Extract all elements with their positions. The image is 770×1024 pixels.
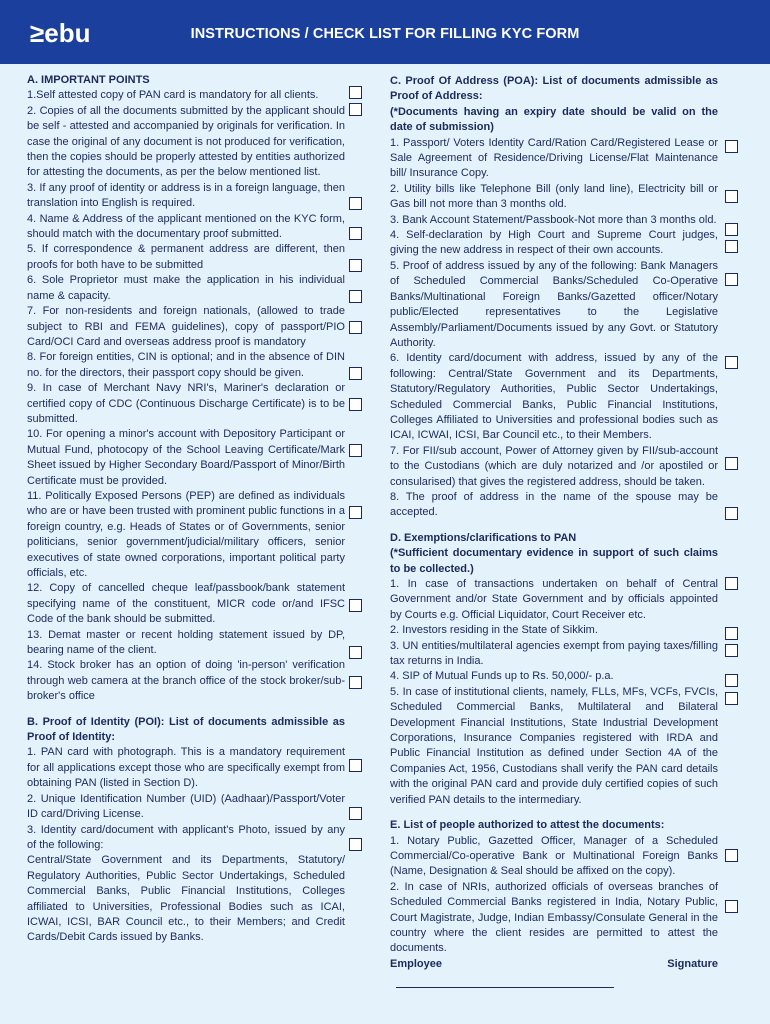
d-item-1: 1. In case of transactions undertaken on behalf of Central Government and/or State Government and by officials appointed by Courts e.g. Official Liquidator, Court Receiver etc. [390,578,718,621]
checkbox-a12[interactable] [349,599,362,612]
employee-signature-row [390,957,718,988]
checkbox-a11[interactable] [349,506,362,519]
a-item-9: 9. In case of Merchant Navy NRI's, Mariner's declaration or certified copy of CDC (Continuous Discharge Certificate) is to be submitted. [27,382,345,425]
svg-text:≥ebu: ≥ebu [30,18,91,48]
c-item-5: 5. Proof of address issued by any of the following: Bank Managers of Scheduled Commercial Banks/Scheduled Co-Operative Banks/Multinational Foreign Banks/Gazetted officer/Notary public/Elected representatives to the Legislative Assembly/Parliament/Documents issued by any Govt. or Statutory Authority. [390,259,718,349]
checkbox-a5[interactable] [349,259,362,272]
checkbox-a7[interactable] [349,321,362,334]
checkbox-e1[interactable] [725,849,738,862]
checkbox-a9[interactable] [349,398,362,411]
a-item-1: 1.Self attested copy of PAN card is mandatory for all clients. [27,89,319,102]
c-item-6: 6. Identity card/document with address, issued by any of the following: Central/State Government and its Departments, Statutory/Regulatory Authorities, Public Sector Undertakings, Scheduled Commercial Banks, Public Financial Institutions, Colleges Affiliated to Universities and professional bodies such as ICAI, ICWAI, ICSI, Bar Council etc., to their Members. [390,352,718,442]
c-item-4: 4. Self-declaration by High Court and Supreme Court judges, giving the new address in respect of their own accounts. [390,229,718,257]
a-item-8: 8. For foreign entities, CIN is optional; and in the absence of DIN no. for the directors, their passport copy should be given. [27,351,345,379]
b-item-3-detail: Central/State Government and its Departments, Statutory/ Regulatory Authorities, Public Sector Undertakings, Scheduled Commercial Banks, Public Financial Institutions, Colleges affiliated to Universities, Professional Bodies such as ICAI, ICWAI, ICSI, BAR Council etc., to their Members; and Credit Cards/Debit Cards issued by Banks. [27,854,345,944]
checkbox-d5[interactable] [725,692,738,705]
c-item-7: 7. For FII/sub account, Power of Attorney given by FII/sub-account to the Custodians (which are duly notarized and /or apostiled or consularised) that gives the registered address, should be taken. [390,444,718,488]
c-item-1: 1. Passport/ Voters Identity Card/Ration Card/Registered Lease or Sale Agreement of Residence/Driving License/Flat Maintenance bill/ Insurance Copy. [390,136,718,180]
section-d-note: (*Sufficient documentary evidence in support of such claims to be collected.) [390,547,718,575]
checkbox-b1[interactable] [349,759,362,772]
checkbox-a1[interactable] [349,86,362,99]
a-item-14: 14. Stock broker has an option of doing 'in-person' verification through web camera at the branch office of the stock broker/sub-broker's office [27,659,345,703]
b-item-1: 1. PAN card with photograph. This is a mandatory requirement for all applications except those who are specifically exempt from obtaining PAN (listed in Section D). [27,746,345,790]
a-item-12: 12. Copy of cancelled cheque leaf/passbook/bank statement specifying name of the constituent, MICR code or/and IFSC Code of the bank should be submitted. [27,582,345,626]
checkbox-e2[interactable] [725,900,738,913]
c-item-3: 3. Bank Account Statement/Passbook-Not more than 3 months old. [390,213,717,226]
checkbox-d3[interactable] [725,644,738,657]
section-c-note: (*Documents having an expiry date should be valid on the date of submission) [390,105,718,134]
checkbox-c2[interactable] [725,190,738,203]
a-item-5: 5. If correspondence & permanent address are different, then proofs for both have to be submitted [27,243,345,271]
zebu-logo [30,18,110,48]
checkbox-d1[interactable] [725,577,738,590]
d-item-4: 4. SIP of Mutual Funds up to Rs. 50,000/- p.a. [390,670,614,683]
b-item-3: 3. Identity card/document with applicant's Photo, issued by any of the following: [27,823,345,851]
checkbox-c1[interactable] [725,140,738,153]
a-item-6: 6. Sole Proprietor must make the application in his individual name & capacity. [27,274,345,302]
a-item-2: 2. Copies of all the documents submitted by the applicant should be self - attested and accompanied by originals for verification. In case the original of any document is not produced for verification, then the copies should be properly attested by entities authorized for attesting the documents, as per the below mentioned list. [27,104,345,179]
d-item-2: 2. Investors residing in the State of Sikkim. [390,624,598,637]
checkbox-a2[interactable] [349,103,362,116]
checkbox-a6[interactable] [349,290,362,303]
employee-signature-label: Employee Signature [390,957,718,970]
section-d-heading: D. Exemptions/clarifications to PAN [390,531,577,544]
c-item-8: 8. The proof of address in the name of the spouse may be accepted. [390,490,718,519]
checkbox-a4[interactable] [349,227,362,240]
section-e-heading: E. List of people authorized to attest the documents: [390,819,665,832]
checkbox-b2[interactable] [349,807,362,820]
section-b-heading: B. Proof of Identity (POI): List of documents admissible as Proof of Identity: [27,715,345,744]
a-item-11: 11. Politically Exposed Persons (PEP) are defined as individuals who are or have been trusted with prominent public functions in a foreign country, e.g. Heads of States or of Governments, senior politicians, senior government/judicial/military officers, senior executives of state owned corporations, important political party officials, etc. [27,489,345,579]
employee-signature-line[interactable] [396,977,614,988]
checkbox-d2[interactable] [725,627,738,640]
checkbox-c8[interactable] [725,507,738,520]
checkbox-a13[interactable] [349,646,362,659]
c-item-2: 2. Utility bills like Telephone Bill (only land line), Electricity bill or Gas bill not more than 3 months old. [390,182,718,211]
page-title: INSTRUCTIONS / CHECK LIST FOR FILLING KYC FORM [190,26,580,42]
e-item-2: 2. In case of NRIs, authorized officials of overseas branches of Scheduled Commercial Banks registered in India, Notary Public, Court Magistrate, Judge, Indian Embassy/Consulate General in the country where the client resides are permitted to attest the documents. [390,880,718,955]
section-c-heading: C. Proof Of Address (POA): List of documents admissible as Proof of Address: [390,75,718,103]
e-item-1: 1. Notary Public, Gazetted Officer, Manager of a Scheduled Commercial/Co-operative Bank or Multinational Foreign Banks (Name, Designation & Seal should be affixed on the copy). [390,834,718,878]
section-a-heading: A. IMPORTANT POINTS [27,74,150,86]
checkbox-b3[interactable] [349,838,362,851]
left-column [27,73,345,946]
checkbox-c4[interactable] [725,240,738,253]
a-item-4: 4. Name & Address of the applicant mentioned on the KYC form, should match with the documentary proof submitted. [27,212,345,241]
d-item-3: 3. UN entities/multilateral agencies exempt from paying taxes/filling tax returns in India. [390,639,718,668]
checkbox-c5[interactable] [725,273,738,286]
header-bar [0,0,770,64]
checkbox-c6[interactable] [725,356,738,369]
d-item-5: 5. In case of institutional clients, namely, FLLs, MFs, VCFs, FVCIs, Scheduled Commercial Banks, Multilateral and Bilateral Development Financial Institutions, State Industrial Development Corporations, Insurance Companies registered with IRDA and Public Financial Institution as defined under Section 4A of the Companies Act, 1956, Custodians shall verify the PAN card details with the original PAN card and provide duly certified copies of such verified PAN details to the intermediary. [390,685,718,806]
checkbox-a10[interactable] [349,444,362,457]
b-item-2: 2. Unique Identification Number (UID) (Aadhaar)/Passport/Voter ID card/Driving License. [27,792,345,821]
a-item-13: 13. Demat master or recent holding statement issued by DP, bearing name of the client. [27,628,345,657]
checkbox-c7[interactable] [725,457,738,470]
a-item-7: 7. For non-residents and foreign nationals, (allowed to trade subject to RBI and FEMA guidelines), copy of passport/PIO Card/OCI Card and overseas address proof is mandatory [27,305,345,348]
a-item-3: 3. If any proof of identity or address is in a foreign language, then translation into English is required. [27,181,345,210]
right-column [390,74,718,988]
checkbox-a14[interactable] [349,676,362,689]
checkbox-d4[interactable] [725,674,738,687]
checkbox-a8[interactable] [349,367,362,380]
checkbox-a3[interactable] [349,197,362,210]
checkbox-c3[interactable] [725,223,738,236]
a-item-10: 10. For opening a minor's account with Depository Participant or Mutual Fund, photocopy of the School Leaving Certificate/Mark Sheet issued by Higher Secondary Board/Passport of Minor/Birth Certificate must be provided. [27,428,345,487]
